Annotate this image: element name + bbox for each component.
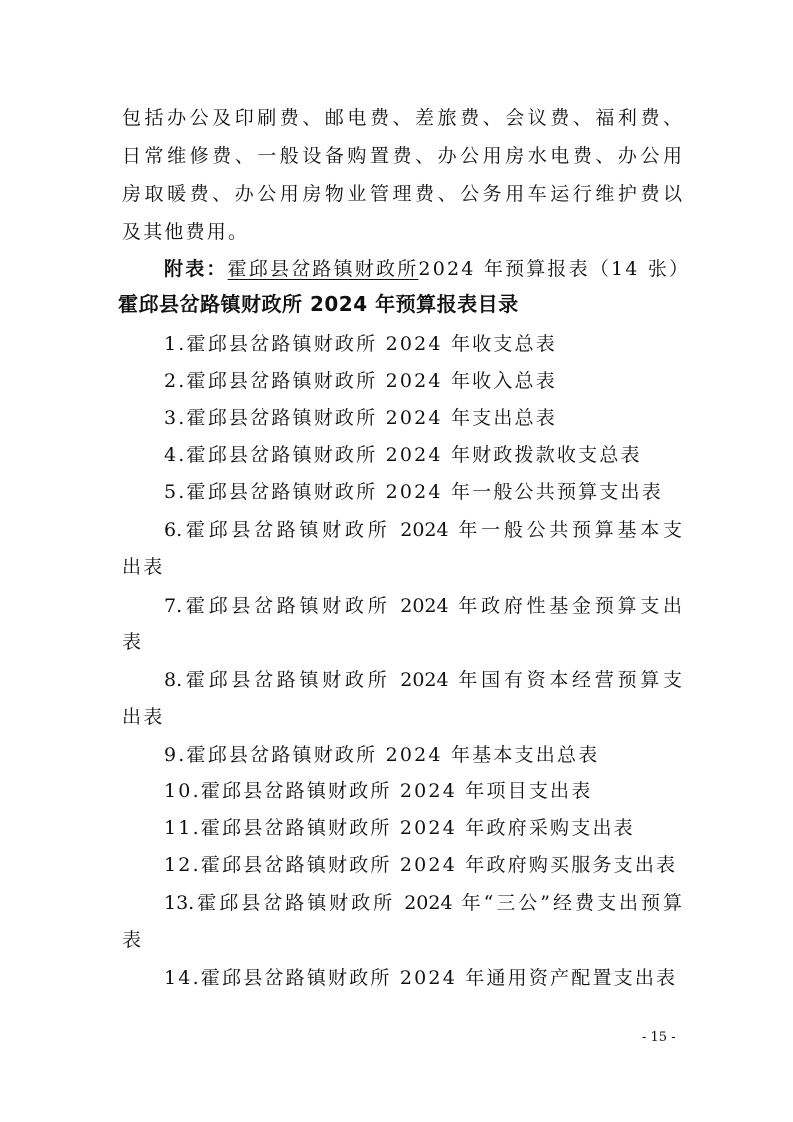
catalog-item-7: 7.霍邱县岔路镇财政所 2024 年政府性基金预算支出 [164,595,682,617]
catalog-item-8-continued: 出表 [122,706,165,728]
catalog-item-1: 1.霍邱县岔路镇财政所 2024 年收支总表 [164,333,557,355]
catalog-item-13-continued: 表 [122,929,144,951]
body-paragraph-line-4: 及其他费用。 [122,221,250,243]
catalog-item-4: 4.霍邱县岔路镇财政所 2024 年财政拨款收支总表 [164,444,642,466]
attachment-rest: 2024 年预算报表（14 张） [418,258,691,280]
catalog-item-10: 10.霍邱县岔路镇财政所 2024 年项目支出表 [164,780,593,802]
catalog-item-11: 11.霍邱县岔路镇财政所 2024 年政府采购支出表 [164,817,635,839]
catalog-item-12: 12.霍邱县岔路镇财政所 2024 年政府购买服务支出表 [164,854,678,876]
catalog-item-9: 9.霍邱县岔路镇财政所 2024 年基本支出总表 [164,744,600,766]
catalog-item-13: 13.霍邱县岔路镇财政所 2024 年“三公”经费支出预算 [164,892,682,914]
catalog-item-3: 3.霍邱县岔路镇财政所 2024 年支出总表 [164,407,557,429]
body-paragraph-line-1: 包括办公及印刷费、邮电费、差旅费、会议费、福利费、 [122,107,682,129]
catalog-title: 霍邱县岔路镇财政所 2024 年预算报表目录 [118,292,519,316]
page-number: - 15 - [642,1030,676,1045]
attachment-link[interactable]: 霍邱县岔路镇财政所 [227,258,419,280]
catalog-item-2: 2.霍邱县岔路镇财政所 2024 年收入总表 [164,370,557,392]
catalog-item-6-continued: 出表 [122,556,165,578]
catalog-item-8: 8.霍邱县岔路镇财政所 2024 年国有资本经营预算支 [164,669,682,691]
body-paragraph-line-3: 房取暖费、办公用房物业管理费、公务用车运行维护费以 [122,183,682,205]
catalog-item-7-continued: 表 [122,631,144,653]
catalog-item-14: 14.霍邱县岔路镇财政所 2024 年通用资产配置支出表 [164,967,678,989]
attachment-line [164,255,691,283]
body-paragraph-line-2: 日常维修费、一般设备购置费、办公用房水电费、办公用 [122,145,682,167]
attachment-label: 附表： [164,258,228,280]
catalog-item-6: 6.霍邱县岔路镇财政所 2024 年一般公共预算基本支 [164,519,682,541]
catalog-item-5: 5.霍邱县岔路镇财政所 2024 年一般公共预算支出表 [164,481,663,503]
